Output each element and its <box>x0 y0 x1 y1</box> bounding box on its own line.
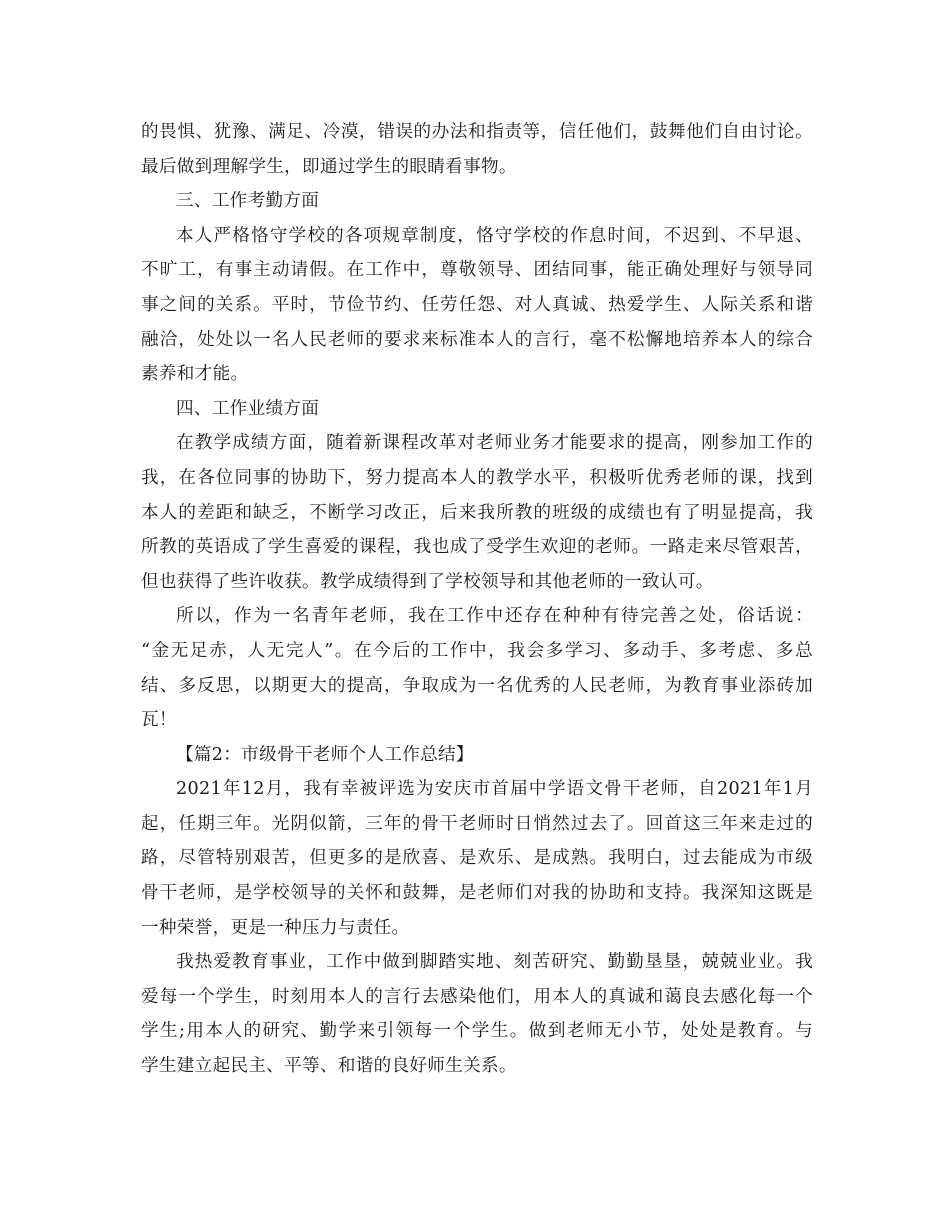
text-line: 所教的英语成了学生喜爱的课程，我也成了受学生欢迎的老师。一路走来尽管艰苦， <box>141 537 813 558</box>
text-line: 素养和才能。 <box>141 364 249 385</box>
text-line: 最后做到理解学生，即通过学生的眼睛看事物。 <box>141 156 517 177</box>
text-line: 本人严格恪守学校的各项规章制度，恪守学校的作息时间，不迟到、不早退、 <box>176 225 813 246</box>
text-line: 爱每一个学生，时刻用本人的言行去感染他们，用本人的真诚和蔼良去感化每一个 <box>141 986 813 1007</box>
text-line: 学生;用本人的研究、勤学来引领每一个学生。做到老师无小节，处处是教育。与 <box>141 1021 813 1042</box>
text-line: 但也获得了些许收获。教学成绩得到了学校领导和其他老师的一致认可。 <box>141 571 714 592</box>
text-line: 瓦！ <box>141 710 177 731</box>
text-line: 起，任期三年。光阴似箭，三年的骨干老师时日悄然过去了。回首这三年来走过的 <box>141 813 813 834</box>
text-line: 学生建立起民主、平等、和谐的良好师生关系。 <box>141 1056 517 1077</box>
text-line: 所以，作为一名青年老师，我在工作中还存在种种有待完善之处，俗话说： <box>176 606 813 627</box>
text-line: 2021年12月，我有幸被评选为安庆市首届中学语文骨干老师，自2021年1月 <box>176 779 813 800</box>
text-line: 事之间的关系。平时，节俭节约、任劳任怨、对人真诚、热爱学生、人际关系和谐 <box>141 294 813 315</box>
article-heading: 【篇2：市级骨干老师个人工作总结】 <box>176 744 474 765</box>
text-line: 骨干老师，是学校领导的关怀和鼓舞，是老师们对我的协助和支持。我深知这既是 <box>141 883 813 904</box>
text-line: 融洽，处处以一名人民老师的要求来标准本人的言行，毫不松懈地培养本人的综合 <box>141 329 813 350</box>
text-line: 结、多反思，以期更大的提高，争取成为一名优秀的人民老师，为教育事业添砖加 <box>141 675 813 696</box>
text-line: 我，在各位同事的协助下，努力提高本人的教学水平，积极听优秀老师的课，找到 <box>141 467 813 488</box>
text-line: 路，尽管特别艰苦，但更多的是欣喜、是欢乐、是成熟。我明白，过去能成为市级 <box>141 848 813 869</box>
text-line: 本人的差距和缺乏，不断学习改正，后来我所教的班级的成绩也有了明显提高，我 <box>141 502 813 523</box>
text-line: 我热爱教育事业，工作中做到脚踏实地、刻苦研究、勤勤垦垦，兢兢业业。我 <box>176 952 813 973</box>
text-line: 一种荣誉，更是一种压力与责任。 <box>141 917 410 938</box>
text-line: “金无足赤，人无完人”。在今后的工作中，我会多学习、多动手、多考虑、多总 <box>141 640 813 661</box>
text-line: 在教学成绩方面，随着新课程改革对老师业务才能要求的提高，刚参加工作的 <box>176 433 813 454</box>
text-line: 不旷工，有事主动请假。在工作中，尊敬领导、团结同事，能正确处理好与领导同 <box>141 260 813 281</box>
section-heading: 三、工作考勤方面 <box>176 191 320 212</box>
text-line: 的畏惧、犹豫、满足、冷漠，错误的办法和指责等，信任他们，鼓舞他们自由讨论。 <box>141 122 813 142</box>
document-body <box>141 115 813 1084</box>
section-heading: 四、工作业绩方面 <box>176 398 320 419</box>
